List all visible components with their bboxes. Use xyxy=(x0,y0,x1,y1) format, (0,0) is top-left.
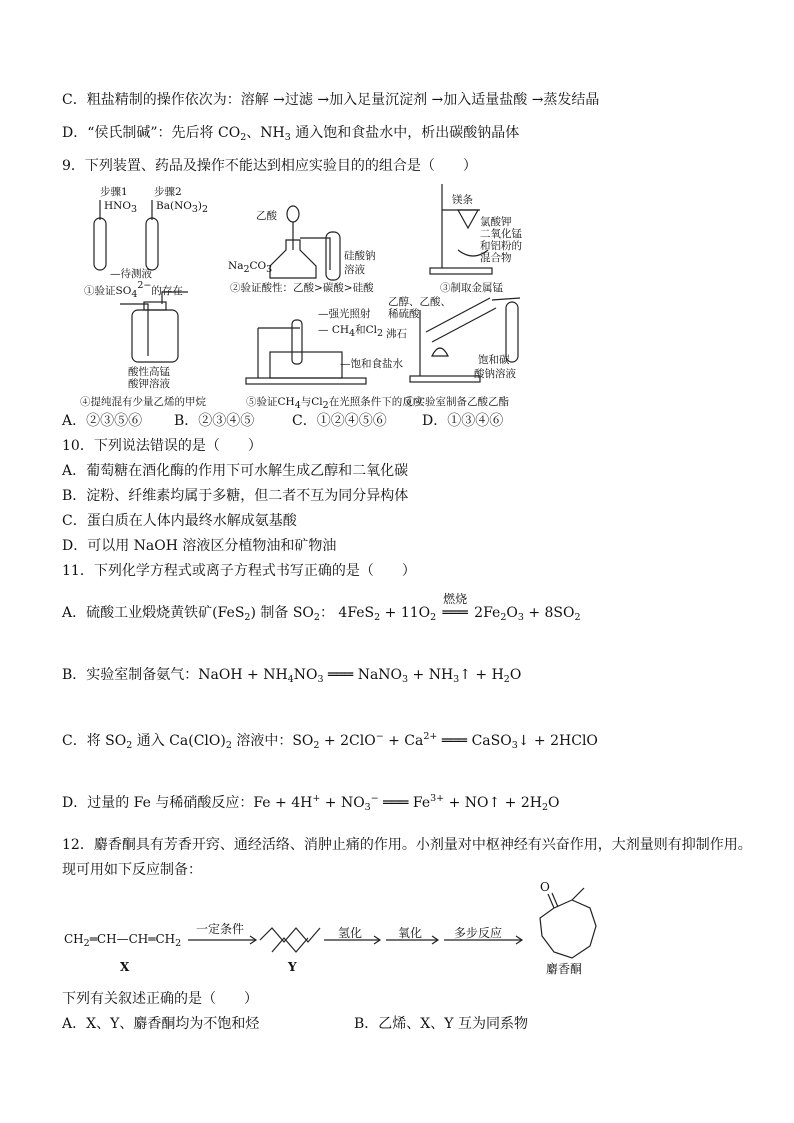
caption-1: ①验证SO42−的存在 xyxy=(84,280,183,300)
light-label: —强光照射 xyxy=(318,308,371,320)
silicate-label-2: 溶液 xyxy=(344,264,365,276)
caption-2: ②验证酸性：乙酸>碳酸>硅酸 xyxy=(230,282,374,294)
condition-label: 一定条件 xyxy=(196,922,245,936)
q9-options xyxy=(62,412,503,430)
q9-apparatus-figure xyxy=(80,180,520,410)
q10-option-b: B．淀粉、纤维素均属于多糖，但二者不互为同分异构体 xyxy=(62,488,409,504)
q11-stem: 11．下列化学方程式或离子方程式书写正确的是（ ） xyxy=(62,563,416,579)
q11-option-b: B．实验室制备氨气：NaOH + $NH_4NO_3$ ═══ NaNO$_3$ + $NH_3↑ + H_2O$ xyxy=(62,667,522,685)
q10-stem: 10．下列说法错误的是（ ） xyxy=(62,438,262,454)
muscone-label: 麝香酮 xyxy=(546,962,583,976)
x-label: X xyxy=(120,960,130,974)
q9-option-c: C．①②④⑤⑥ xyxy=(292,413,387,429)
ketone-oxygen-label: O xyxy=(540,880,550,894)
mixture-label-1: 氯酸钾 xyxy=(480,216,512,228)
silicate-label-1: 硅酸钠 xyxy=(344,250,376,262)
caption-6: ⑥实验室制备乙酸乙酯 xyxy=(404,396,509,408)
step1-label: 步骤1 xyxy=(100,186,128,198)
saturated-label-1: 饱和碳 xyxy=(478,354,510,366)
oxidation-label: 氧化 xyxy=(398,926,423,940)
caption-5: ⑤验证CH4与Cl2在光照条件下的反应 xyxy=(246,396,424,411)
q10-option-c: C．蛋白质在人体内最终水解成氨基酸 xyxy=(62,513,297,529)
q12-stem-line1: 12．麝香酮具有芳香开窍、通经活络、消肿止痛的作用。小剂量对中枢神经有兴奋作用，大剂量则有抑制作用。 xyxy=(62,837,752,853)
mixture-label-4: 混合物 xyxy=(480,252,512,264)
caption-4: ④提纯混有少量乙烯的甲烷 xyxy=(80,396,206,408)
hydrogenation-label: 氢化 xyxy=(338,926,363,940)
caption-3: ③制取金属锰 xyxy=(440,282,503,294)
multistep-label: 多步反应 xyxy=(454,926,503,940)
q9-stem: 9．下列装置、药品及操作不能达到相应实验目的的组合是（ ） xyxy=(62,158,477,174)
hno3-label: HNO3 xyxy=(104,200,137,215)
q11-option-c: C．将 $SO_2$ 通入 $Ca(ClO)_2$ 溶液中：$SO_2 + 2ClO^- + Ca^{2+}$ ═══ CaSO$_3$↓ + 2HClO xyxy=(62,731,598,751)
ba-nitrate-label: Ba(NO3)2 xyxy=(156,200,209,215)
mixture-label-3: 和铝粉的 xyxy=(480,240,522,252)
kmno4-label-2: 酸钾溶液 xyxy=(128,378,170,390)
y-label: Y xyxy=(288,960,297,974)
test-liquid-label: —待测液 xyxy=(110,268,152,280)
reagents-label-1: 乙醇、乙酸、 xyxy=(388,296,451,308)
q8-option-d: D．“侯氏制碱”：先后将 $CO_2$、$NH_3$ 通入饱和食盐水中，析出碳酸钠晶体 xyxy=(62,125,520,143)
burn-arrow: 燃烧 ═══ xyxy=(442,592,468,621)
q9-option-d: D．①③④⑥ xyxy=(422,413,504,429)
q10-option-d: D．可以用 NaOH 溶液区分植物油和矿物油 xyxy=(62,538,337,554)
magnesium-label: 镁条 xyxy=(452,194,473,206)
q12-question: 下列有关叙述正确的是（ ） xyxy=(62,991,258,1007)
mixture-label-2: 二氧化锰 xyxy=(480,228,522,240)
ch4-cl2-label: — CH4和Cl2 xyxy=(318,324,384,339)
boiling-chips-label: 沸石 xyxy=(386,328,407,340)
acetic-acid-label: 乙酸 xyxy=(256,210,277,222)
brine-label: —饱和食盐水 xyxy=(340,358,403,370)
x-formula: $CH_2═CH—CH═CH_2$ xyxy=(64,932,182,949)
kmno4-label-1: 酸性高锰 xyxy=(128,366,170,378)
q8-option-c: C．粗盐精制的操作依次为：溶解 →过滤 →加入足量沉淀剂 →加入适量盐酸 →蒸发结晶 xyxy=(62,92,600,108)
q12-stem-line2: 现可用如下反应制备： xyxy=(62,862,202,878)
q11-option-a: A．硫酸工业煅烧黄铁矿(FeS$_2$) 制备 $SO_2$： $4FeS_2 + 11O_2$ 燃烧 ═══ $2Fe_2O_3 + 8SO_2$ xyxy=(62,592,581,623)
q12-reaction-scheme xyxy=(62,880,622,980)
q10-option-a: A．葡萄糖在酒化酶的作用下可水解生成乙醇和二氧化碳 xyxy=(62,463,409,479)
q9-option-b: B．②③④⑤ xyxy=(174,413,255,429)
q11-option-d: D．过量的 Fe 与稀硝酸反应：$Fe + 4H^+ + NO_3^-$ ═══ $Fe^{3+}$ + NO↑ + $2H_2O$ xyxy=(62,793,560,813)
q12-option-b: B．乙烯、X、Y 互为同系物 xyxy=(354,1016,528,1032)
q12-option-a: A．X、Y、麝香酮均为不饱和烃 xyxy=(62,1016,260,1032)
saturated-label-2: 酸钠溶液 xyxy=(474,368,516,380)
q9-option-a: A．②③⑤⑥ xyxy=(62,413,143,429)
reagents-label-2: 稀硫酸 xyxy=(388,308,420,320)
sodium-carbonate-label: Na2CO3 xyxy=(228,260,273,275)
step2-label: 步骤2 xyxy=(154,186,182,198)
